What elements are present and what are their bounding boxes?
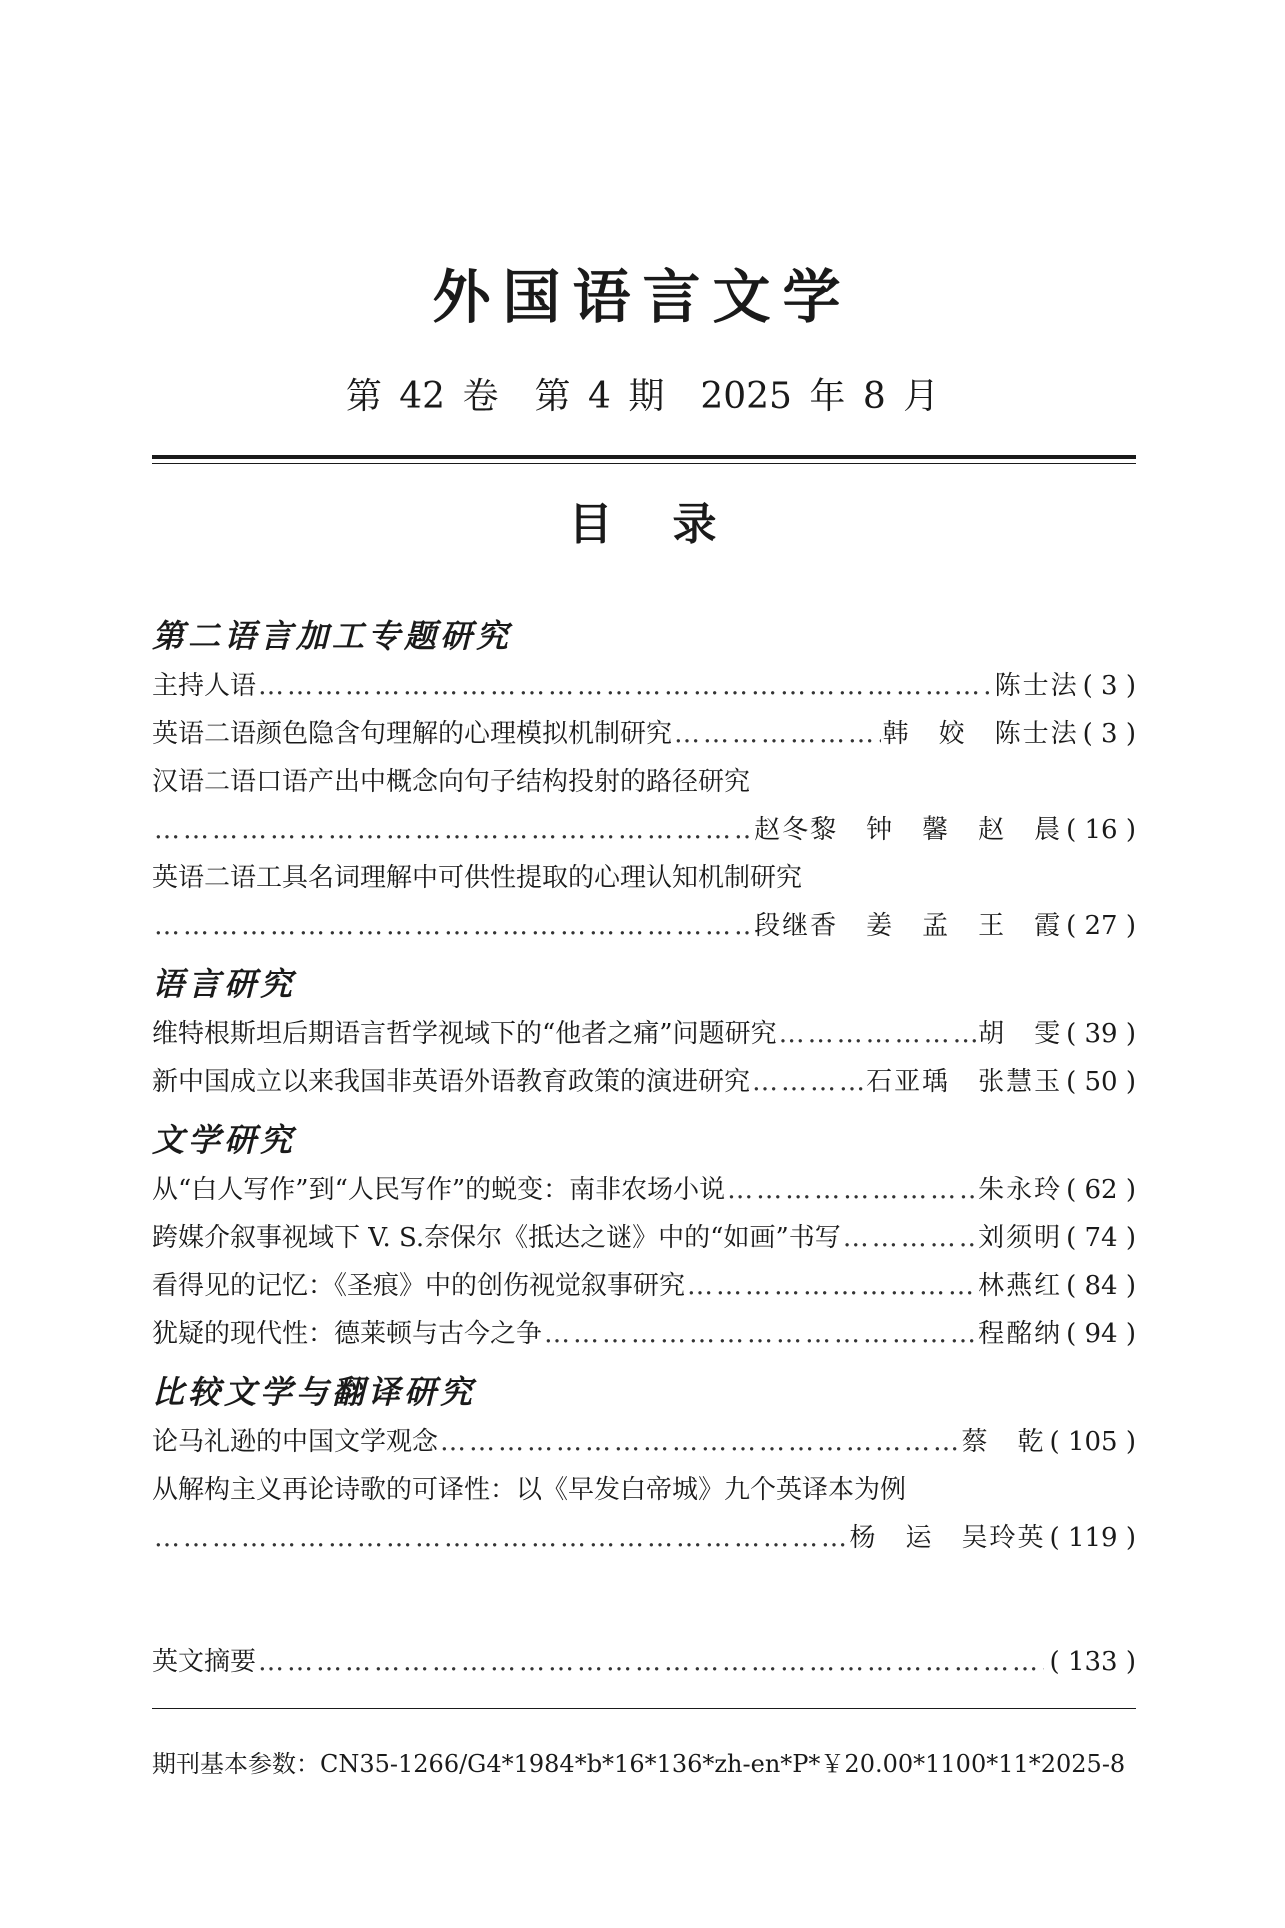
leader-dots xyxy=(154,806,752,854)
header-rule-thin xyxy=(152,463,1136,464)
entry-title: 汉语二语口语产出中概念向句子结构投射的路径研究 xyxy=(152,767,751,797)
entry-authors: 杨 运 吴玲英 xyxy=(849,1523,1046,1553)
entry-title: 跨媒介叙事视域下 V. S.奈保尔《抵达之谜》中的“如画”书写 xyxy=(152,1223,841,1253)
entry-title: 从“白人写作”到“人民写作”的蜕变：南非农场小说 xyxy=(152,1175,726,1205)
entry-authors: 段继香 姜 孟 王 霞 xyxy=(754,911,1063,941)
toc-entry[interactable] xyxy=(152,1010,1136,1058)
entry-title: 从解构主义再论诗歌的可译性：以《早发白帝城》九个英译本为例 xyxy=(152,1475,907,1505)
toc-title-char-2: 录 xyxy=(672,499,717,550)
toc-section xyxy=(152,1368,1136,1562)
leader-dots xyxy=(258,662,993,710)
leader-dots xyxy=(544,1310,976,1358)
leader-dots xyxy=(154,1514,848,1562)
footer-rule xyxy=(152,1708,1136,1709)
toc-entry[interactable] xyxy=(152,1310,1136,1358)
entry-page: ( 50 ) xyxy=(1066,1067,1136,1097)
entry-page: ( 105 ) xyxy=(1049,1427,1136,1457)
section-heading: 比较文学与翻译研究 xyxy=(152,1373,477,1411)
entry-page: ( 84 ) xyxy=(1066,1271,1136,1301)
entry-title: 论马礼逊的中国文学观念 xyxy=(152,1427,439,1457)
leader-dots xyxy=(674,710,881,758)
journal-parameters: 期刊基本参数：CN35-1266/G4*1984*b*16*136*zh-en*P*￥20.00*1100*11*2025-8 xyxy=(152,1750,1126,1778)
toc-entry[interactable] xyxy=(152,758,1136,854)
leader-dots xyxy=(154,902,752,950)
toc-title-char-1: 目 xyxy=(568,499,613,550)
issue-line: 第 42 卷 第 4 期 2025 年 8 月 xyxy=(345,376,940,417)
entry-page: ( 119 ) xyxy=(1049,1523,1136,1553)
toc-section xyxy=(152,960,1136,1106)
entry-title: 英语二语颜色隐含句理解的心理模拟机制研究 xyxy=(152,719,673,749)
entry-title: 看得见的记忆：《圣痕》中的创伤视觉叙事研究 xyxy=(152,1271,686,1301)
entry-page: ( 94 ) xyxy=(1066,1319,1136,1349)
header-rule-thick xyxy=(152,455,1136,459)
entry-page: ( 74 ) xyxy=(1066,1223,1136,1253)
toc-entry[interactable] xyxy=(152,1262,1136,1310)
toc-entry[interactable] xyxy=(152,1214,1136,1262)
toc-entry[interactable] xyxy=(152,1418,1136,1466)
table-of-contents xyxy=(152,612,1136,1572)
toc-entry[interactable] xyxy=(152,1466,1136,1562)
entry-authors: 刘须明 xyxy=(978,1223,1063,1253)
leader-dots xyxy=(258,1638,1044,1686)
toc-entry[interactable] xyxy=(152,854,1136,950)
leader-dots xyxy=(752,1058,864,1106)
journal-title: 外国语言文学 xyxy=(432,263,853,331)
entry-authors: 陈士法 xyxy=(994,671,1079,701)
toc-entry[interactable] xyxy=(152,1166,1136,1214)
entry-page: ( 39 ) xyxy=(1066,1019,1136,1049)
leader-dots xyxy=(687,1262,976,1310)
section-heading: 文学研究 xyxy=(152,1121,297,1159)
entry-authors: 赵冬黎 钟 馨 赵 晨 xyxy=(754,815,1063,845)
entry-authors: 石亚瑀 张慧玉 xyxy=(866,1067,1063,1097)
entry-page: ( 3 ) xyxy=(1082,719,1136,749)
entry-title: 新中国成立以来我国非英语外语教育政策的演进研究 xyxy=(152,1067,751,1097)
toc-entry[interactable] xyxy=(152,1058,1136,1106)
leader-dots xyxy=(779,1010,976,1058)
toc-title xyxy=(0,488,1285,552)
entry-authors: 程酩纳 xyxy=(978,1319,1063,1349)
toc-entry[interactable] xyxy=(152,662,1136,710)
section-heading: 语言研究 xyxy=(152,965,297,1003)
abstract-title: 英文摘要 xyxy=(152,1647,257,1677)
entry-authors: 韩 姣 陈士法 xyxy=(882,719,1079,749)
toc-section xyxy=(152,1116,1136,1358)
leader-dots xyxy=(440,1418,960,1466)
entry-authors: 林燕红 xyxy=(978,1271,1063,1301)
section-heading: 第二语言加工专题研究 xyxy=(152,617,513,655)
entry-authors: 朱永玲 xyxy=(978,1175,1063,1205)
toc-section xyxy=(152,612,1136,950)
entry-page: ( 27 ) xyxy=(1066,911,1136,941)
abstract-entry[interactable] xyxy=(152,1638,1136,1686)
entry-authors: 蔡 乾 xyxy=(961,1427,1046,1457)
toc-entry[interactable] xyxy=(152,710,1136,758)
entry-authors: 胡 雯 xyxy=(978,1019,1063,1049)
entry-title: 维特根斯坦后期语言哲学视域下的“他者之痛”问题研究 xyxy=(152,1019,777,1049)
entry-title: 主持人语 xyxy=(152,671,257,701)
leader-dots xyxy=(843,1214,976,1262)
entry-title: 英语二语工具名词理解中可供性提取的心理认知机制研究 xyxy=(152,863,803,893)
entry-page: ( 16 ) xyxy=(1066,815,1136,845)
abstract-page: ( 133 ) xyxy=(1049,1647,1136,1677)
entry-page: ( 3 ) xyxy=(1082,671,1136,701)
entry-page: ( 62 ) xyxy=(1066,1175,1136,1205)
entry-title: 犹疑的现代性：德莱顿与古今之争 xyxy=(152,1319,543,1349)
leader-dots xyxy=(727,1166,976,1214)
